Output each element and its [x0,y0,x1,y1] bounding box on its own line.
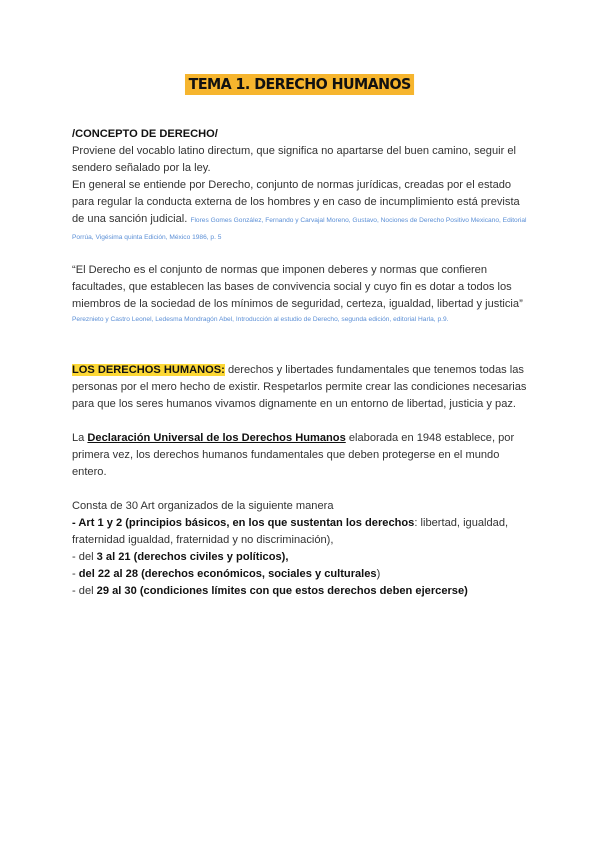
human-rights-label: LOS DERECHOS HUMANOS: [72,364,225,376]
articles-intro: Consta de 30 Art organizados de la siguiente manera [72,500,334,512]
declaration-pre: La [72,432,88,444]
document-body [72,126,534,600]
concept-heading: /CONCEPTO DE DERECHO/ [72,128,218,140]
definition-quote: “El Derecho es el conjunto de normas que imponen deberes y normas que confieren facultades, que establecen las bases de convivencia social y cuyo fin es dotar a todos los miembros de la sociedad de los mínimos de seguridad, certeza, igualdad, libertad y justicia” [72,264,523,310]
citation-1: Flores Gomes González, Fernando y Carvajal Moreno, Gustavo, Nociones de Derecho Positivo Mexicano, Editorial Porrúa, Vigésima quinta Edición, México 1986, p. 5 [72,217,527,241]
concept-paragraph-2 [72,177,534,245]
citation-2: Pereznieto y Castro Leonel, Ledesma Mondragón Abel, Introducción al estudio de Derecho, segunda edición, editorial Harla, p.9. [72,316,449,323]
list-item [72,515,534,549]
list-item-2-pre: - del [72,551,97,563]
concept-paragraph-2-text: En general se entiende por Derecho, conjunto de normas jurídicas, creadas por el estado para regular la conducta externa de los hombres y en caso de incumplimiento está prevista de una sanción judicial. [72,179,520,225]
list-item-1-rest: : libertad, igualdad, fraternidad igualdad, fraternidad y no discriminación), [72,517,509,546]
list-item-4-bold: 29 al 30 (condiciones límites con que estos derechos deben ejercerse) [96,585,468,597]
list-item-4-pre: - del [72,585,97,597]
human-rights-paragraph [72,362,534,413]
declaration-paragraph [72,430,534,481]
list-item-3-pre: - [72,568,79,580]
declaration-post: elaborada en 1948 establece, por primera vez, los derechos humanos fundamentales que deben protegerse en el mundo entero. [72,432,515,478]
list-item-3-post: ) [376,568,381,580]
list-item [72,583,534,600]
list-item [72,549,534,566]
document-title: TEMA 1. DERECHO HUMANOS [185,74,414,95]
concept-paragraph-1: Proviene del vocablo latino directum, que significa no apartarse del buen camino, seguir el sendero señalado por la ley. [72,145,517,174]
list-item-2-bold: 3 al 21 (derechos civiles y políticos), [96,551,289,563]
list-item-1-bold: - Art 1 y 2 (principios básicos, en los que sustentan los derechos [72,517,415,529]
list-item [72,566,534,583]
human-rights-text: derechos y libertades fundamentales que tenemos todas las personas por el mero hecho de existir. Respetarlos permite crear las condiciones necesarias para que los seres humanos vivamos dignamente en un entorno de libertad, justicia y paz. [72,364,527,410]
articles-section [72,498,534,600]
list-item-3-bold: del 22 al 28 (derechos económicos, sociales y culturales [78,568,377,580]
declaration-name: Declaración Universal de los Derechos Humanos [87,432,346,444]
title-container [0,74,600,95]
